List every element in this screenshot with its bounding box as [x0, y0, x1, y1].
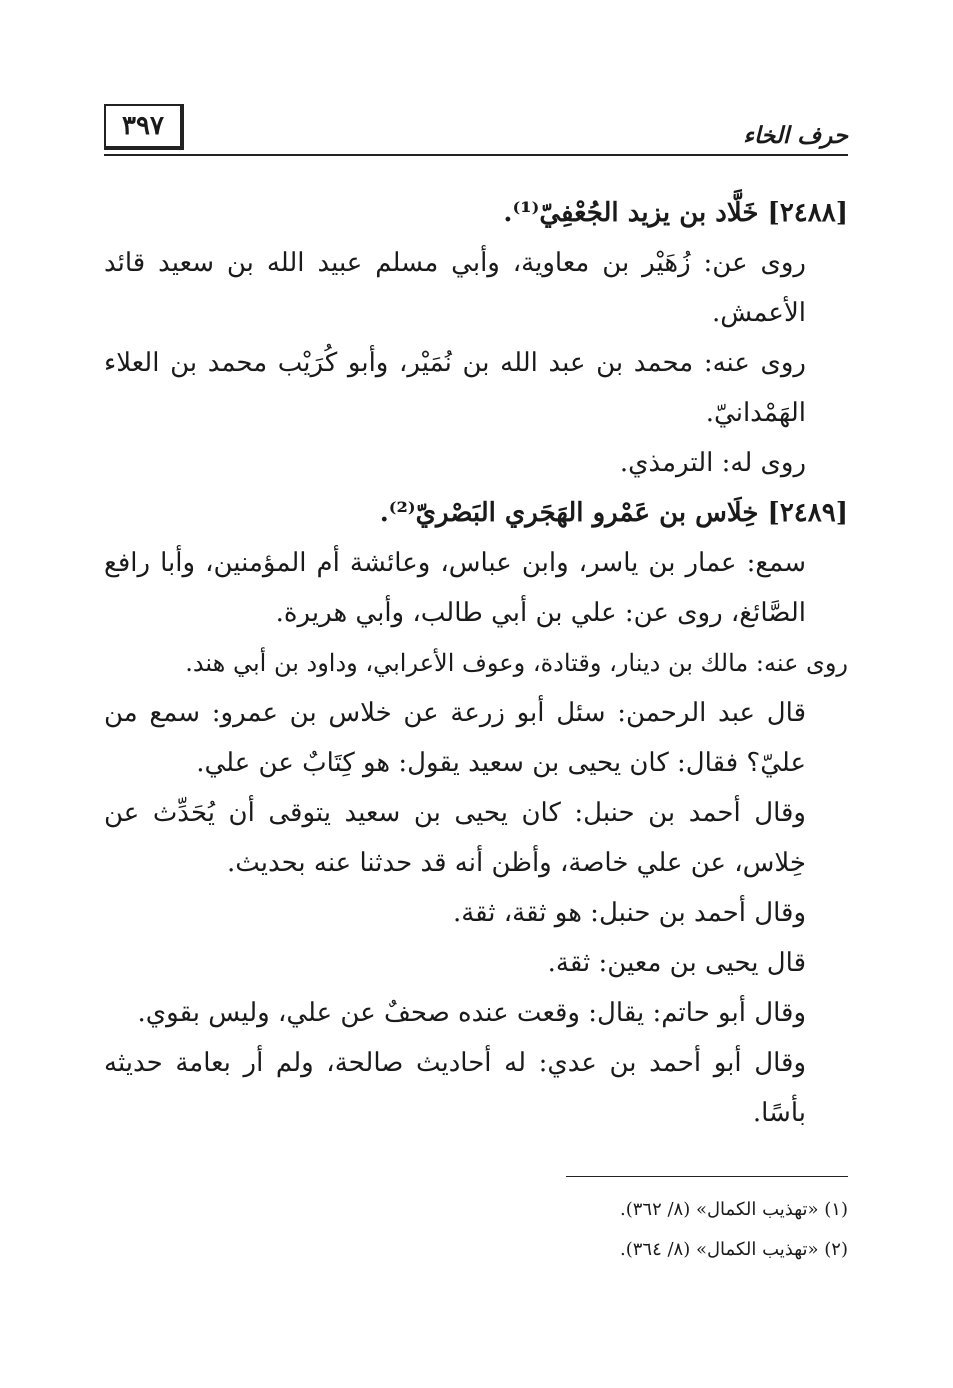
page-number: ٣٩٧ [122, 111, 164, 141]
entry-paragraph: قال يحيى بن معين: ثقة. [547, 948, 806, 978]
footnotes [104, 1190, 848, 1270]
entry-paragraph: روى عنه: محمد بن عبد الله بن نُمَيْر، وأبو كُرَيْب محمد بن العلاء الهَمْدانيّ. [104, 348, 806, 428]
page-number-box [104, 104, 184, 150]
footnote: (٢) «تهذيب الكمال» (٨/ ٣٦٤). [619, 1239, 848, 1260]
entry-paragraph: وقال أحمد بن حنبل: كان يحيى بن سعيد يتوقى أن يُحَدِّث عن خِلاس، عن علي خاصة، وأظن أنه قد حدثنا عنه بحديث. [104, 798, 806, 878]
entry-heading: [٢٤٨٩] خِلَاس بن عَمْرو الهَجَري البَصْريّ⁽²⁾. [379, 498, 848, 528]
entry-paragraph: قال عبد الرحمن: سئل أبو زرعة عن خلاس بن عمرو: سمع من عليّ؟ فقال: كان يحيى بن سعيد يقول: هو كِتَابٌ عن علي. [104, 698, 806, 778]
entry-paragraph: وقال أحمد بن حنبل: هو ثقة، ثقة. [452, 898, 806, 928]
entry-paragraph: وقال أبو أحمد بن عدي: له أحاديث صالحة، ولم أر بعامة حديثه بأسًا. [104, 1048, 806, 1128]
running-title: حرف الخاء [743, 122, 848, 149]
header-rule [104, 154, 848, 156]
footnote: (١) «تهذيب الكمال» (٨/ ٣٦٢). [619, 1199, 848, 1220]
entry-paragraph: روى له: الترمذي. [619, 448, 806, 478]
entry-heading: [٢٤٨٨] خَلَّاد بن يزيد الجُعْفِيّ⁽¹⁾. [503, 198, 848, 228]
entry-paragraph: سمع: عمار بن ياسر، وابن عباس، وعائشة أم المؤمنين، وأبا رافع الصَّائغ، روى عن: علي بن أبي طالب، وأبي هريرة. [104, 548, 806, 628]
page-header [104, 100, 848, 156]
entry-paragraph: وقال أبو حاتم: يقال: وقعت عنده صحفٌ عن علي، وليس بقوي. [137, 998, 806, 1028]
footnote-rule [566, 1176, 848, 1177]
entry-paragraph: روى عنه: مالك بن دينار، وقتادة، وعوف الأعرابي، وداود بن أبي هند. [185, 649, 848, 677]
main-text [104, 188, 848, 1138]
entry-paragraph: روى عن: زُهَيْر بن معاوية، وأبي مسلم عبيد الله بن سعيد قائد الأعمش. [104, 248, 806, 328]
